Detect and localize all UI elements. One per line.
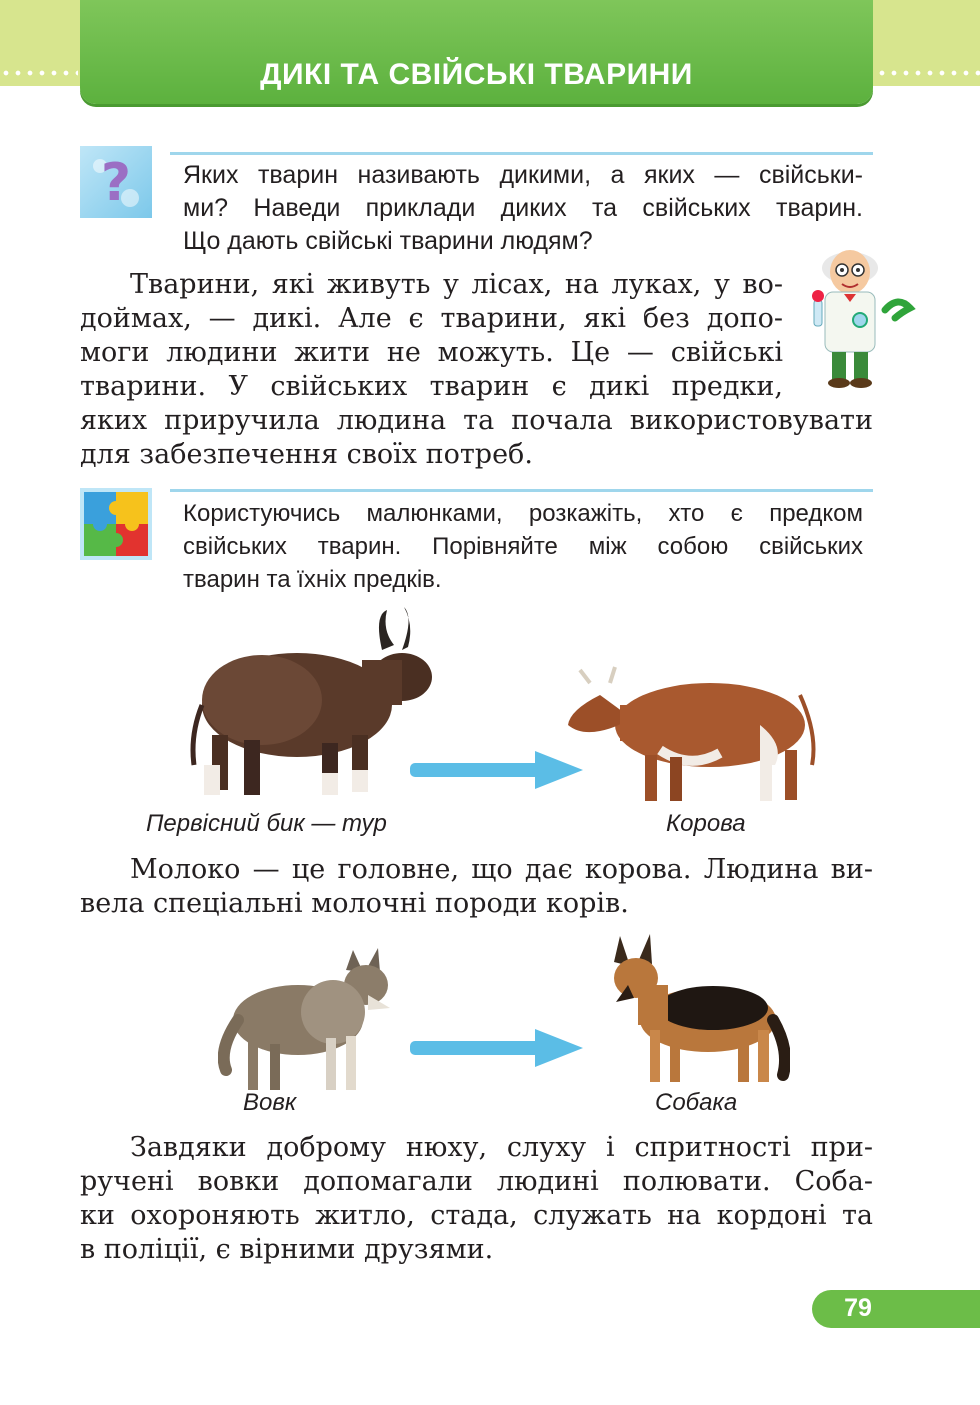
milk-paragraph — [80, 853, 873, 921]
dogs-paragraph — [80, 1131, 873, 1267]
dogs-line: ки охороняють житло, стада, служать на кордоні та — [80, 1200, 873, 1231]
caption-wolf: Вовк — [243, 1089, 297, 1116]
header-dots-right — [876, 70, 980, 76]
dogs-line: в поліції, є вірними друзями. — [80, 1234, 494, 1265]
dogs-line: ручені вовки допомагали людині полювати. Соба- — [80, 1166, 873, 1197]
question-rule — [170, 152, 873, 155]
milk-line: Молоко — це головне, що дає корова. Людина ви- — [130, 854, 873, 885]
intro-line: Тварини, які живуть у лісах, на луках, у во- — [130, 269, 783, 300]
intro-line: моги людини жити не можуть. Це — свійські — [80, 337, 783, 368]
task-line: Користуючись малюнками, розкажіть, хто є предком — [183, 500, 863, 527]
puzzle-icon — [80, 488, 152, 560]
dogs-line: Завдяки доброму нюху, слуху і спритності при- — [130, 1132, 873, 1163]
arrow-right-icon — [410, 1029, 585, 1072]
page-number: 79 — [844, 1294, 872, 1322]
question-line: ми? Наведи приклади диких та свійських тварин. — [183, 194, 863, 222]
aurochs-illustration — [182, 605, 442, 805]
intro-line: яких приручила людина та почала використовувати — [80, 405, 873, 436]
page-title: ДИКІ ТА СВІЙСЬКІ ТВАРИНИ — [260, 58, 693, 91]
caption-cow: Корова — [666, 810, 746, 837]
caption-aurochs: Первісний бик — тур — [146, 810, 387, 837]
arrow-right-icon — [410, 751, 585, 794]
page-number-tab — [812, 1290, 980, 1328]
task-line: свійських тварин. Порівняйте між собою свійських — [183, 533, 863, 560]
svg-text:?: ? — [100, 153, 132, 213]
dog-illustration — [608, 930, 790, 1085]
intro-line: тварини. У свійських тварин є дикі предки, — [80, 371, 783, 402]
caption-dog: Собака — [655, 1089, 738, 1116]
intro-line: доймах, — дикі. Але є тварини, які без допо- — [80, 303, 783, 334]
question-line: Яких тварин називають дикими, а яких — свійськи- — [183, 161, 863, 189]
milk-line: вела спеціальні молочні породи корів. — [80, 888, 629, 919]
task-text — [183, 497, 863, 596]
intro-line: для забезпечення своїх потреб. — [80, 439, 533, 470]
task-line: тварин та їхніх предків. — [183, 566, 442, 593]
wolf-illustration — [218, 940, 393, 1100]
question-line: Що дають свійські тварини людям? — [183, 227, 593, 255]
header-dots-left — [0, 70, 78, 76]
cow-illustration — [560, 655, 825, 805]
question-icon — [80, 146, 152, 218]
header-banner — [80, 0, 873, 104]
question-text — [183, 159, 863, 258]
intro-paragraph — [80, 268, 873, 472]
task-rule — [170, 489, 873, 492]
